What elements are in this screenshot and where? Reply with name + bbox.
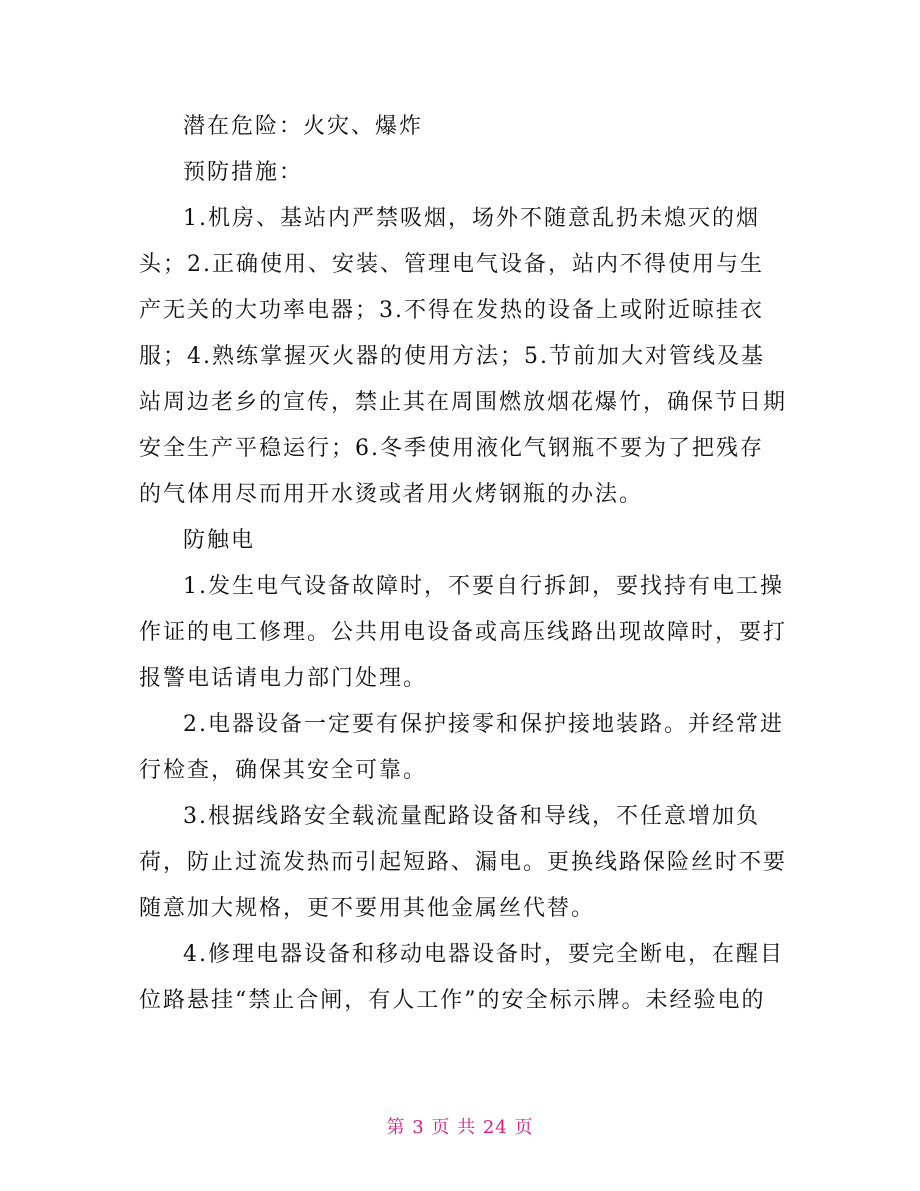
shock-item-1: 1.发生电气设备故障时，不要自行拆卸，要找持有电工操作证的电工修理。公共用电设备或高压线路出现故障时，要打报警电话请电力部门处理。 [139, 574, 788, 691]
shock-heading: 防触电 [183, 528, 256, 553]
prevention-heading: 预防措施： [183, 160, 304, 185]
document-body [139, 104, 787, 1024]
shock-item-3: 3.根据线路安全载流量配路设备和导线，不任意增加负荷，防止过流发热而引起短路、漏电。更换线路保险丝时不要随意加大规格，更不要用其他金属丝代替。 [139, 804, 788, 921]
shock-item-2: 2.电器设备一定要有保护接零和保护接地装路。并经常进行检查，确保其安全可靠。 [139, 712, 784, 783]
fire-measures-paragraph: 1.机房、基站内严禁吸烟，场外不随意乱扔未熄灭的烟头；2.正确使用、安装、管理电气设备，站内不得使用与生产无关的大功率电器；3.不得在发热的设备上或附近晾挂衣服；4.熟练掌握灭火器的使用方法；5.节前加大对管线及基站周边老乡的宣传，禁止其在周围燃放烟花爆竹，确保节日期安全生产平稳运行；6.冬季使用液化气钢瓶不要为了把残存的气体用尽而用开水烫或者用火烤钢瓶的办法。 [139, 206, 788, 507]
shock-item-4: 4.修理电器设备和移动电器设备时，要完全断电，在醒目位路悬挂“禁止合闸，有人工作”的安全标示牌。未经验电的 [139, 942, 784, 1013]
hazard-line: 潜在危险：火灾、爆炸 [183, 114, 424, 139]
page-number-footer: 第 3 页 共 24 页 [386, 1117, 534, 1138]
